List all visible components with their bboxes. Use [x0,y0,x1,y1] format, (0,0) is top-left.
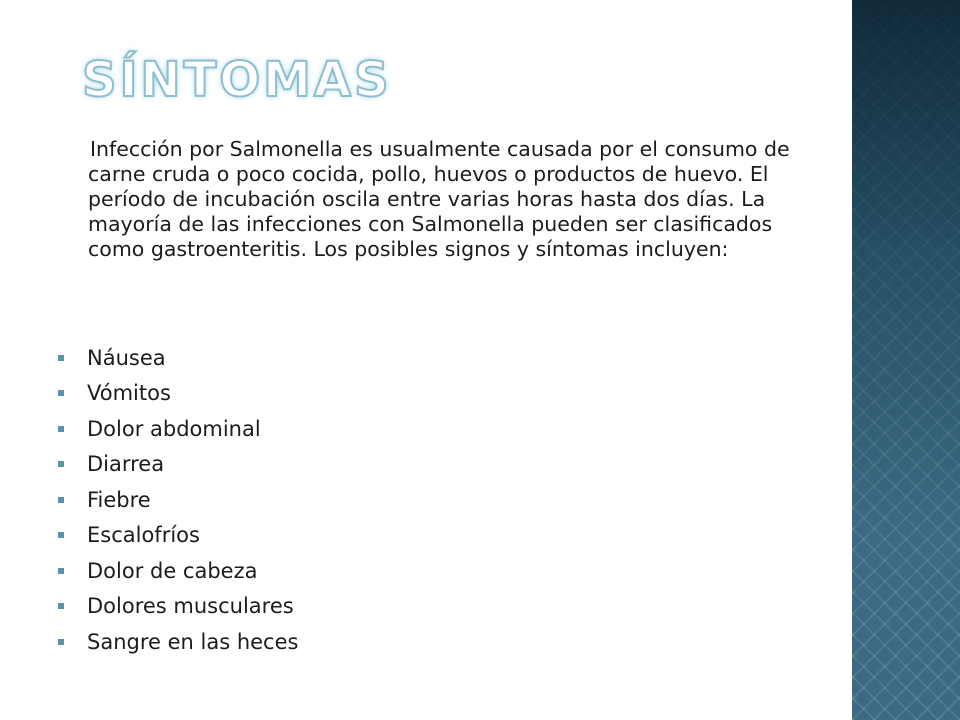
list-item [58,340,758,376]
square-bullet-icon [58,497,64,503]
list-item-label: Dolor de cabeza [87,558,258,583]
square-bullet-icon [58,390,64,396]
square-bullet-icon [58,603,64,609]
list-item-label: Náusea [87,345,166,370]
list-item [58,447,758,483]
list-item-label: Diarrea [87,452,165,477]
square-bullet-icon [58,426,64,432]
list-item-label: Fiebre [87,487,151,512]
slide-body [88,137,808,262]
decorative-side-panel [848,0,960,720]
list-item [58,624,758,660]
list-item-label: Dolores musculares [87,594,294,619]
square-bullet-icon [58,568,64,574]
symptom-list [58,340,758,660]
list-item-label: Dolor abdominal [87,416,261,441]
intro-paragraph: Infección por Salmonella es usualmente causada por el consumo de carne cruda o poco cocida, pollo, huevos o productos de huevo. El período de incubación oscila entre varias horas hasta dos días. La mayoría de las infecciones con Salmonella pueden ser clasificados como gastroenteritis. Los posibles signos y síntomas incluyen: [88,137,790,261]
list-item [58,482,758,518]
list-item-label: Sangre en las heces [87,629,299,654]
list-item-label: Escalofríos [87,523,200,548]
square-bullet-icon [58,639,64,645]
list-item-label: Vómitos [87,381,171,406]
slide-title: SÍNTOMAS [82,52,392,108]
list-item [58,589,758,625]
list-item [58,376,758,412]
list-item [58,411,758,447]
square-bullet-icon [58,461,64,467]
list-item [58,553,758,589]
square-bullet-icon [58,532,64,538]
square-bullet-icon [58,355,64,361]
list-item [58,518,758,554]
